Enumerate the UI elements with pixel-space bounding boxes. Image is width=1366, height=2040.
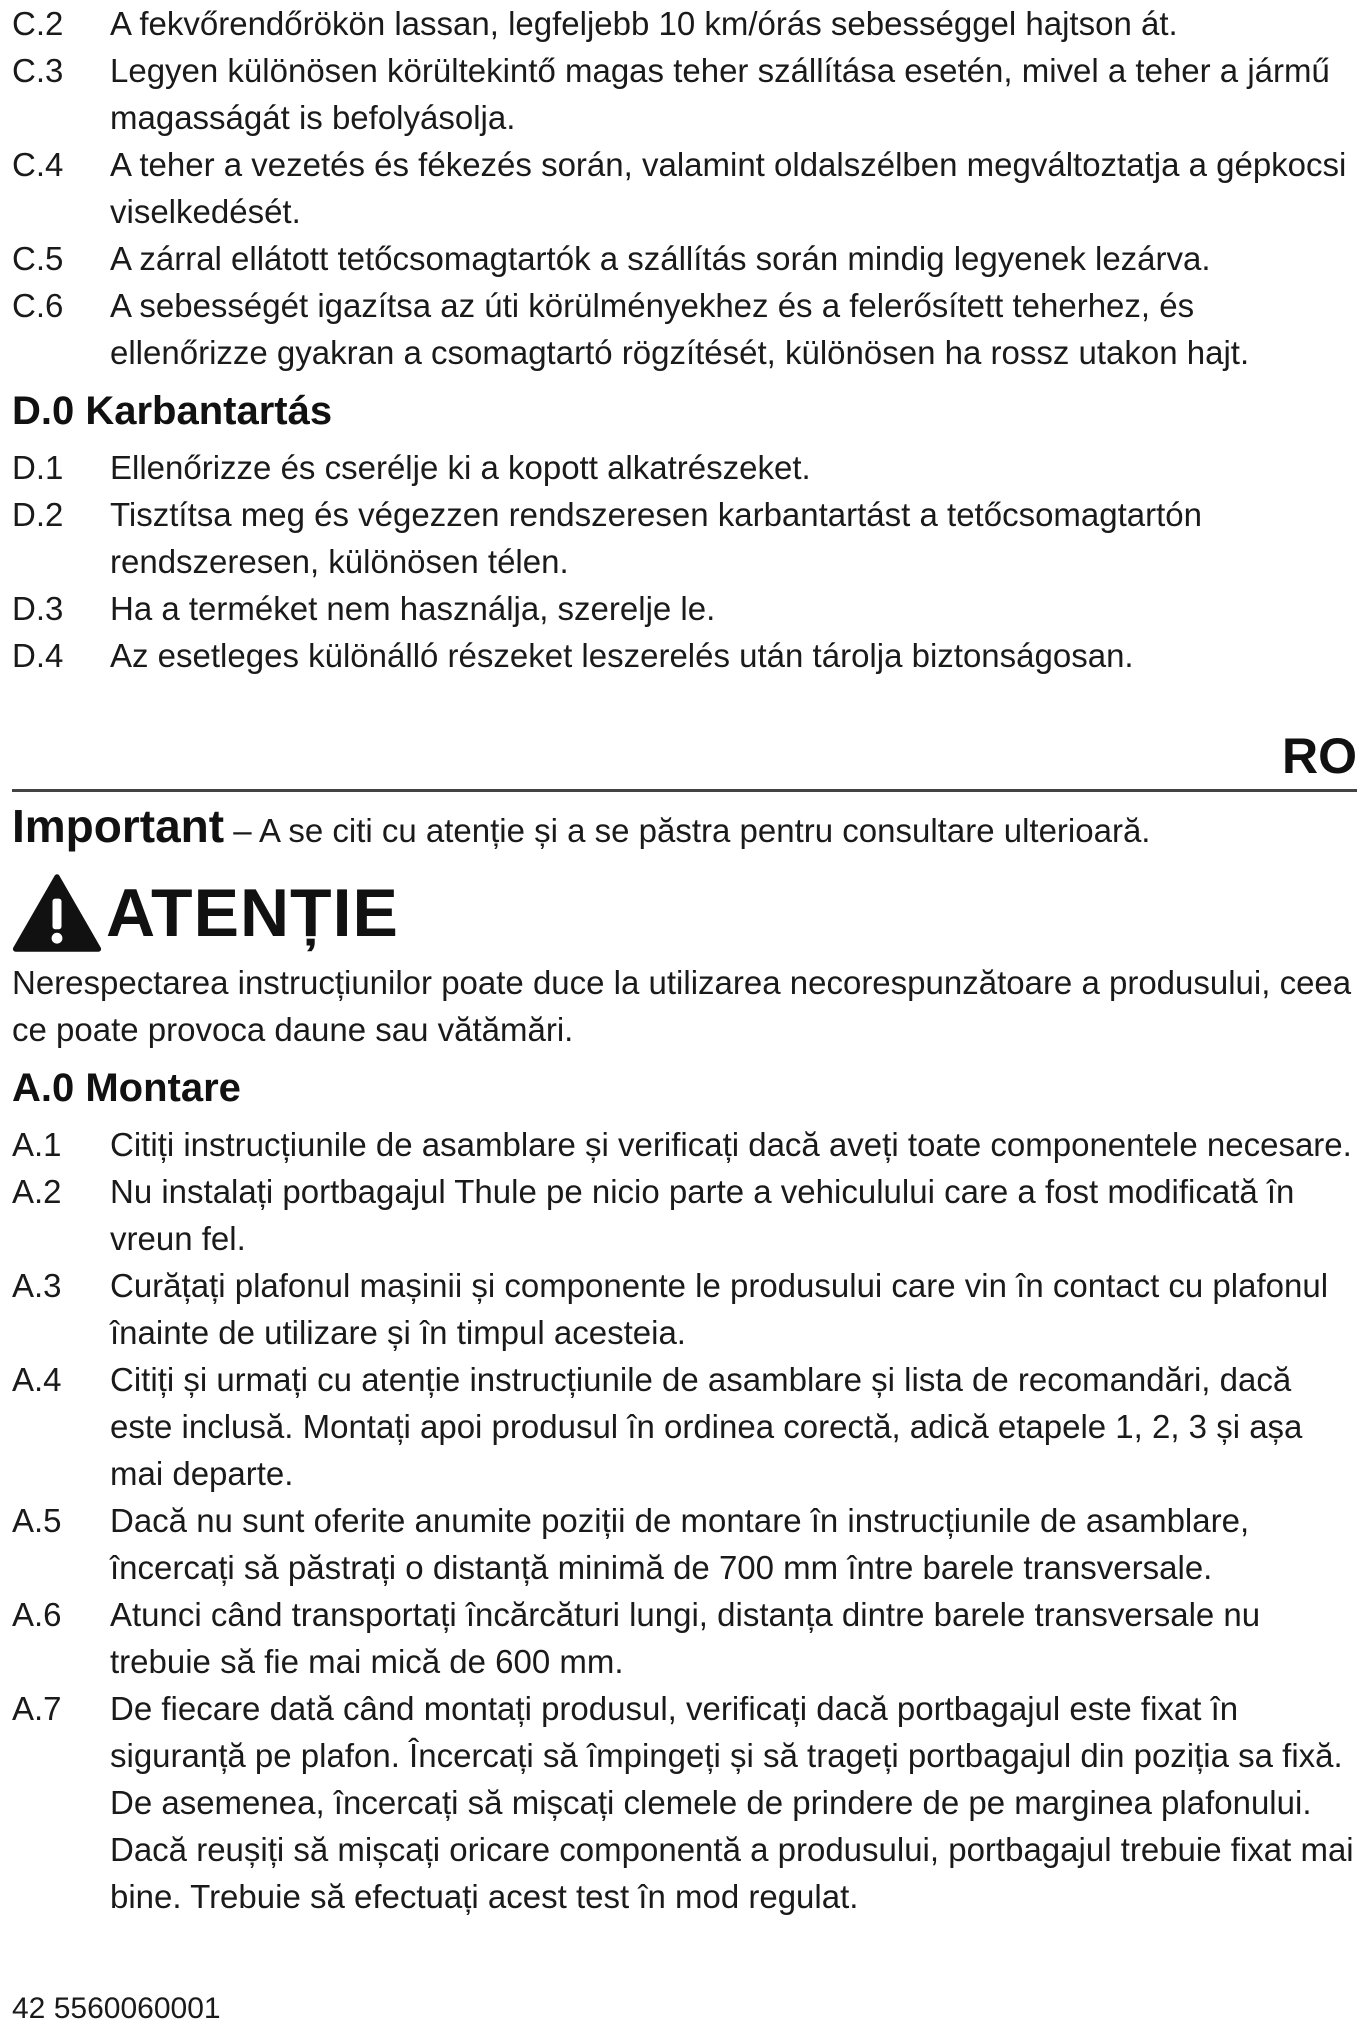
ro-a-list xyxy=(12,1121,1357,1920)
list-item xyxy=(12,632,1357,679)
item-number: C.5 xyxy=(12,240,64,277)
list-item xyxy=(12,491,1357,585)
item-number: C.2 xyxy=(12,5,64,42)
item-number: D.1 xyxy=(12,449,64,486)
item-text: A zárral ellátott tetőcsomagtartók a szállítás során mindig legyenek lezárva. xyxy=(110,240,1211,277)
item-text: Ellenőrizze és cserélje ki a kopott alkatrészeket. xyxy=(110,449,811,486)
list-item xyxy=(12,0,1357,47)
list-item xyxy=(12,1168,1357,1262)
item-number: A.3 xyxy=(12,1267,62,1304)
list-item xyxy=(12,585,1357,632)
item-number: A.4 xyxy=(12,1361,62,1398)
list-item xyxy=(12,235,1357,282)
item-text: De fiecare dată când montați produsul, verificați dacă portbagajul este fixat în siguranță pe plafon. Încercați să împingeți și să trageți portbagajul din poziția sa fixă. De asemenea, încercați să mișcați clemele de prindere de pe marginea plafonului. Dacă reușiți să mișcați oricare componentă a produsului, portbagajul trebuie fixat mai bine. Trebuie să efectuați acest test în mod regulat. xyxy=(110,1690,1354,1915)
list-item xyxy=(12,1356,1357,1497)
important-notice xyxy=(12,796,1357,861)
warning-title: ATENȚIE xyxy=(106,875,399,951)
item-text: Citiți instrucțiunile de asamblare și verificați dacă aveți toate componentele necesare. xyxy=(110,1126,1352,1163)
important-label: Important xyxy=(12,800,225,852)
list-item xyxy=(12,141,1357,235)
hu-d-list xyxy=(12,444,1357,679)
list-item xyxy=(12,1591,1357,1685)
item-number: C.4 xyxy=(12,146,64,183)
item-number: A.6 xyxy=(12,1596,62,1633)
list-item xyxy=(12,1262,1357,1356)
list-item xyxy=(12,444,1357,491)
manual-page xyxy=(12,0,1357,2040)
warning-header xyxy=(12,867,1357,959)
item-text: Curățați plafonul mașinii și componente le produsului care vin în contact cu plafonul înainte de utilizare și în timpul acesteia. xyxy=(110,1267,1329,1351)
item-text: A sebességét igazítsa az úti körülményekhez és a felerősített teherhez, és ellenőrizze gyakran a csomagtartó rögzítését, különösen ha rossz utakon hajt. xyxy=(110,287,1250,371)
item-text: Ha a terméket nem használja, szerelje le. xyxy=(110,590,716,627)
warning-triangle-icon xyxy=(12,873,102,953)
item-text: Dacă nu sunt oferite anumite poziții de montare în instrucțiunile de asamblare, încercați să păstrați o distanță minimă de 700 mm între barele transversale. xyxy=(110,1502,1250,1586)
item-number: D.4 xyxy=(12,637,64,674)
important-text: – A se citi cu atenție și a se păstra pentru consultare ulterioară. xyxy=(224,812,1151,849)
list-item xyxy=(12,1121,1357,1168)
document-code: 5560060001 xyxy=(53,1992,221,2025)
item-number: D.3 xyxy=(12,590,64,627)
item-number: D.2 xyxy=(12,496,64,533)
item-text: Az esetleges különálló részeket leszerelés után tárolja biztonságosan. xyxy=(110,637,1134,674)
item-text: A fekvőrendőrökön lassan, legfeljebb 10 km/órás sebességgel hajtson át. xyxy=(110,5,1178,42)
hu-c-list xyxy=(12,0,1357,376)
item-number: A.1 xyxy=(12,1126,62,1163)
item-text: A teher a vezetés és fékezés során, valamint oldalszélben megváltoztatja a gépkocsi viselkedését. xyxy=(110,146,1347,230)
item-text: Legyen különösen körültekintő magas teher szállítása esetén, mivel a teher a jármű magasságát is befolyásolja. xyxy=(110,52,1330,136)
list-item xyxy=(12,1685,1357,1920)
warning-text: Nerespectarea instrucțiunilor poate duce la utilizarea necorespunzătoare a produsului, ceea ce poate provoca daune sau vătămări. xyxy=(12,964,1352,1048)
list-item xyxy=(12,47,1357,141)
list-item xyxy=(12,1497,1357,1591)
item-text: Atunci când transportați încărcături lungi, distanța dintre barele transversale nu trebuie să fie mai mică de 600 mm. xyxy=(110,1596,1261,1680)
item-number: C.6 xyxy=(12,287,64,324)
language-code: RO xyxy=(1282,728,1357,784)
item-text: Citiți și urmați cu atenție instrucțiunile de asamblare și lista de recomandări, dacă este inclusă. Montați apoi produsul în ordinea corectă, adică etapele 1, 2, 3 și așa mai departe. xyxy=(110,1361,1303,1492)
list-item xyxy=(12,282,1357,376)
page-number: 42 xyxy=(12,1992,46,2025)
item-number: C.3 xyxy=(12,52,64,89)
item-text: Nu instalați portbagajul Thule pe nicio parte a vehiculului care a fost modificată în vreun fel. xyxy=(110,1173,1295,1257)
section-heading-montare: A.0 Montare xyxy=(12,1066,241,1110)
item-text: Tisztítsa meg és végezzen rendszeresen karbantartást a tetőcsomagtartón rendszeresen, különösen télen. xyxy=(110,496,1202,580)
item-number: A.5 xyxy=(12,1502,62,1539)
section-heading-karbantartas: D.0 Karbantartás xyxy=(12,389,333,433)
page-footer xyxy=(12,1992,221,2026)
item-number: A.7 xyxy=(12,1690,62,1727)
language-section-divider xyxy=(12,689,1357,792)
item-number: A.2 xyxy=(12,1173,62,1210)
